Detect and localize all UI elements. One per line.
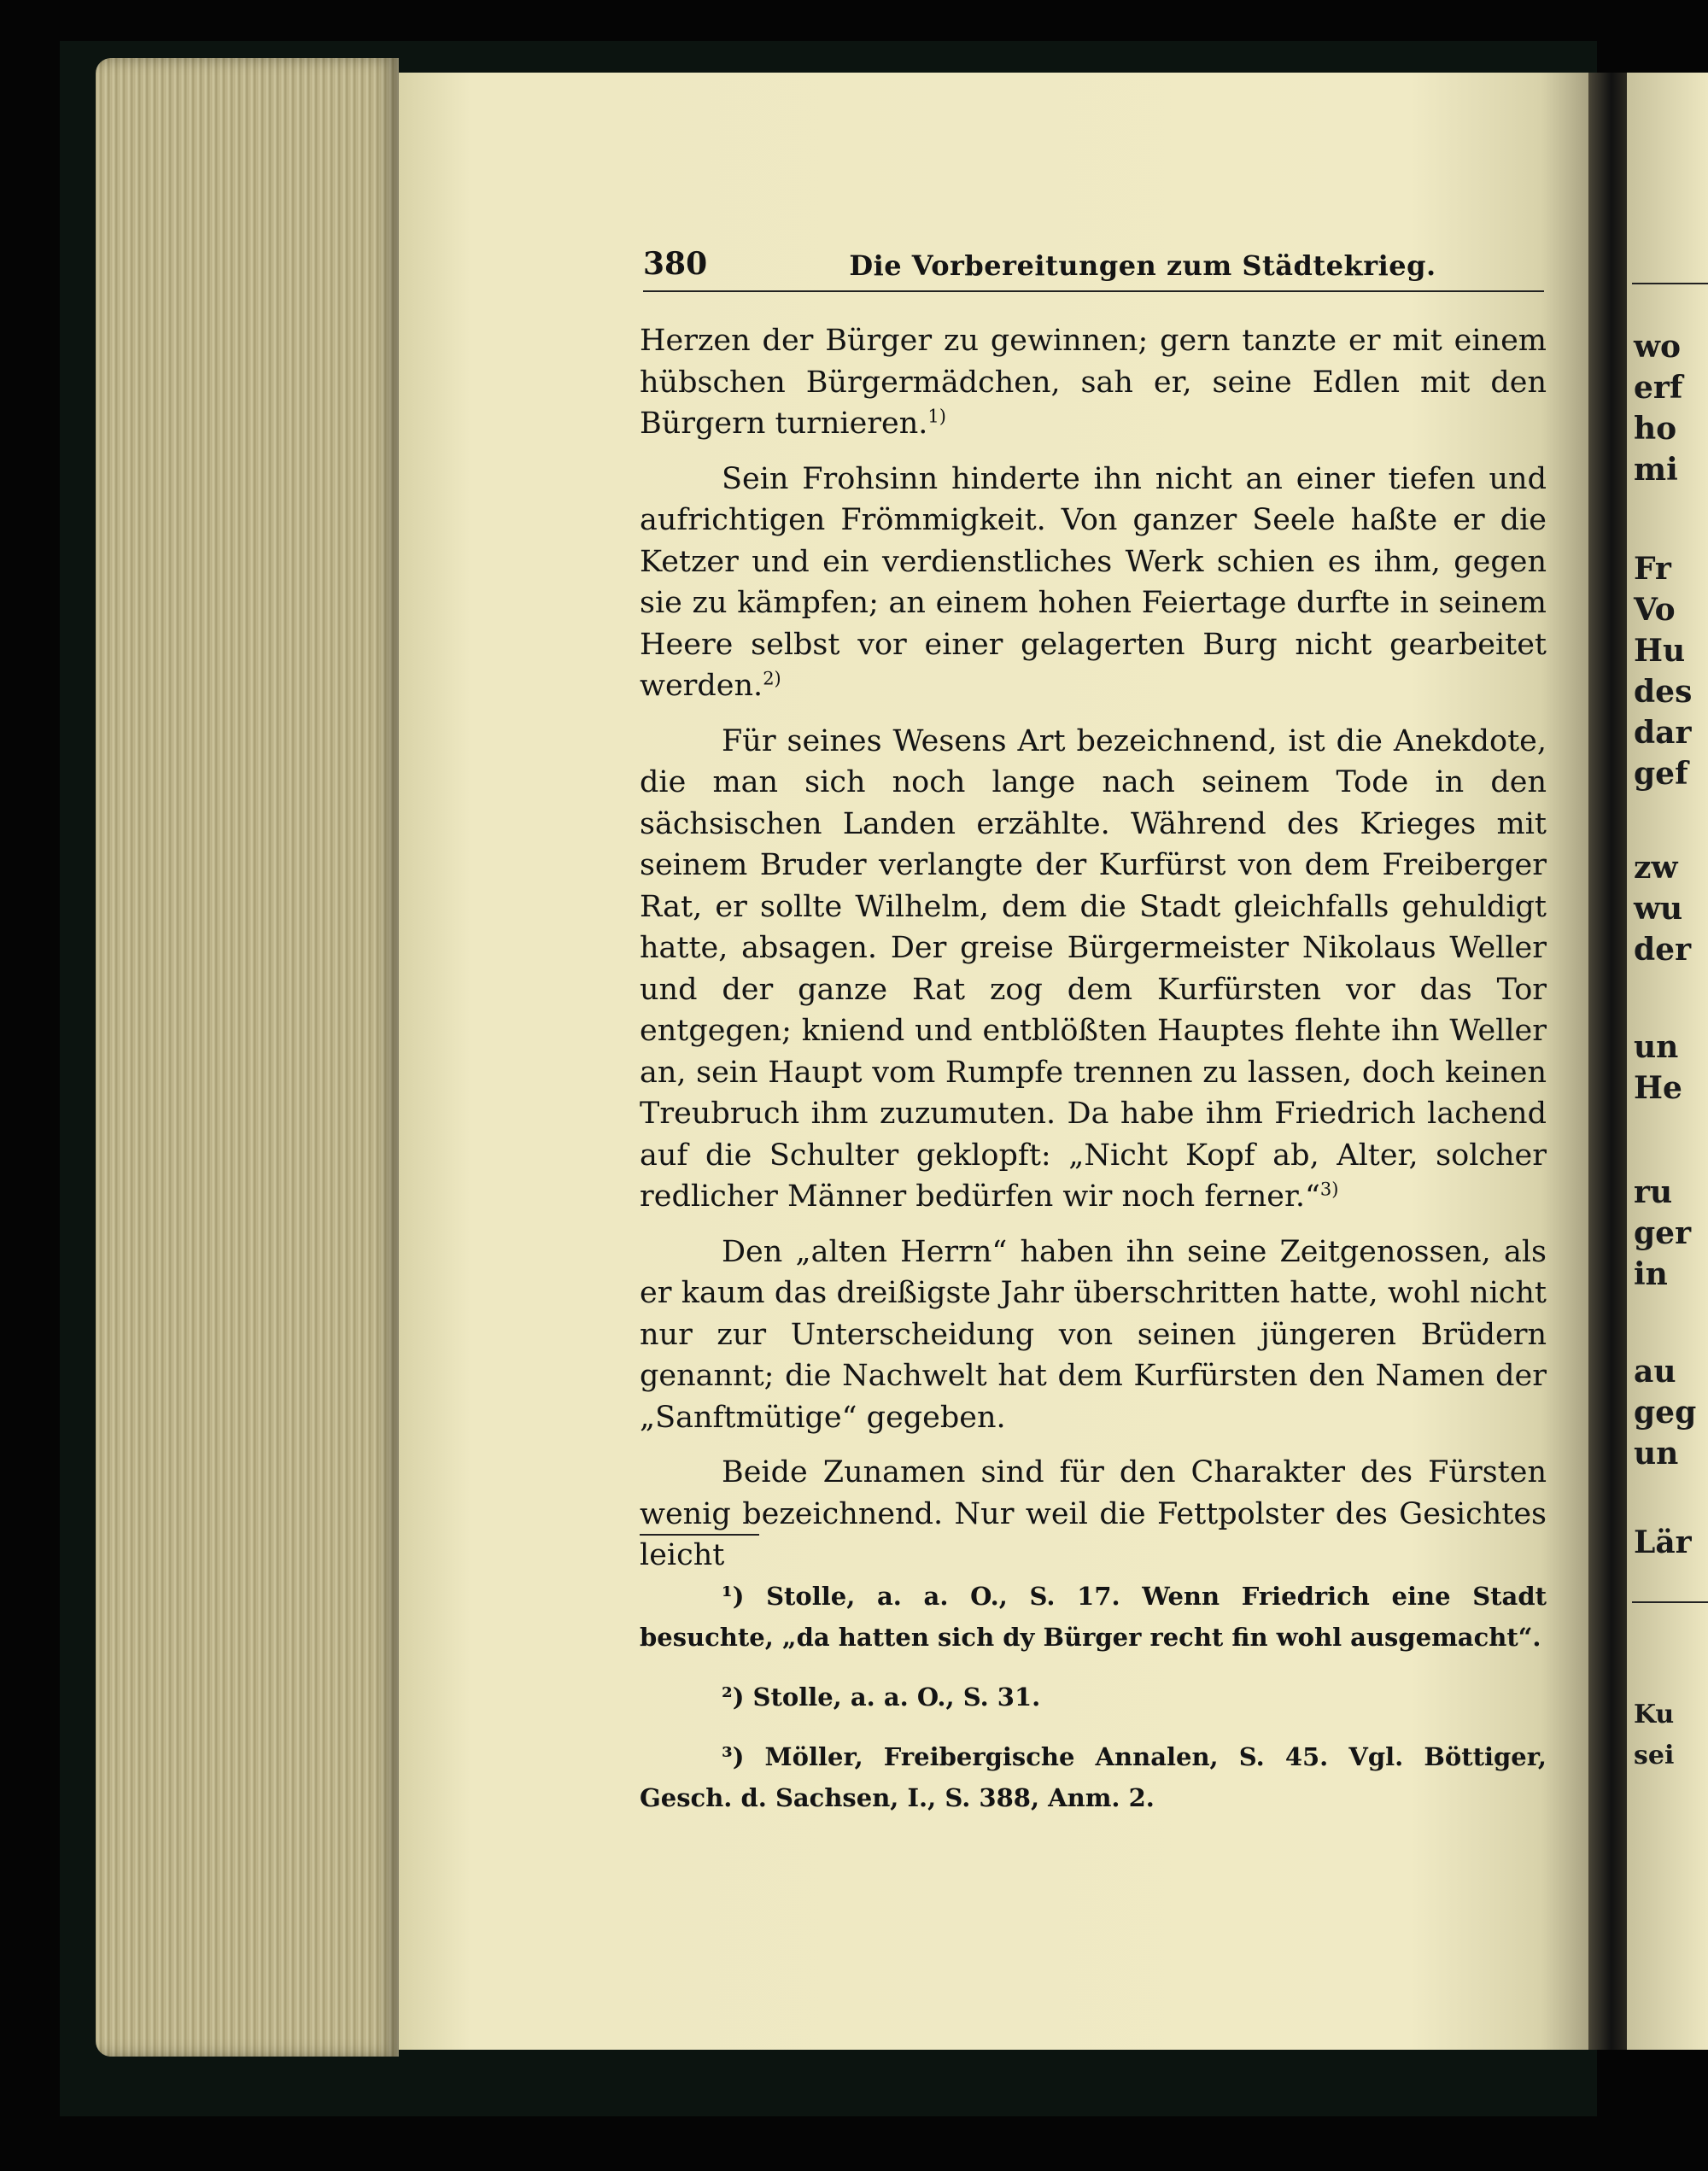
facing-text-fragment: ru [1634,1174,1673,1210]
facing-text-fragment: mi [1634,452,1678,488]
facing-text-fragment: wu [1634,891,1683,927]
facing-text-fragment: Lär [1634,1524,1692,1560]
facing-text-fragment: zw [1634,850,1678,886]
footnote: ¹) Stolle, a. a. O., S. 17. Wenn Friedrich eine Stadt besuchte, „da hatten sich dy Bürger recht fin wohl ausgemacht“. [640,1582,1547,1652]
body-text [640,320,1547,1590]
footnotes [640,1576,1547,1837]
book-gutter [1588,73,1627,2050]
facing-text-fragment: Ku [1634,1700,1675,1729]
running-head: Die Vorbereitungen zum Städtekrieg. [849,249,1436,282]
paragraph: Herzen der Bürger zu gewinnen; gern tanzte er mit einem hübschen Bürgermädchen, sah er, seine Edlen mit den Bürgern turnieren.$^{1)}$ [640,324,1547,441]
page-number: 380 [643,246,708,282]
facing-footnote-rule [1632,1601,1708,1603]
facing-text-fragment: gef [1634,756,1688,792]
facing-text-fragment: in [1634,1256,1668,1292]
facing-text-fragment: dar [1634,715,1692,751]
footnote: ³) Möller, Freibergische Annalen, S. 45. Vgl. Böttiger, Gesch. d. Sachsen, I., S. 388, Anm. 2. [640,1742,1547,1812]
page-edges [96,58,399,2057]
facing-text-fragment: ger [1634,1215,1692,1251]
facing-text-fragment: erf [1634,370,1683,406]
facing-page [1627,73,1708,2050]
facing-text-fragment: des [1634,674,1693,710]
footnote: ²) Stolle, a. a. O., S. 31. [722,1682,1041,1712]
facing-text-fragment: He [1634,1070,1682,1106]
footnote-ref: 3) [1319,1179,1339,1200]
footnote-rule [640,1534,759,1536]
facing-text-fragment: geg [1634,1395,1697,1431]
paragraph: Den „alten Herrn“ haben ihn seine Zeitgenossen, als er kaum das dreißigste Jahr überschritten hatte, wohl nicht nur zur Unterscheidung von seinen jüngeren Brüdern genannt; die Nachwelt hat dem Kurfürsten den Namen der „Sanftmütige“ gegeben. [640,1234,1547,1435]
header-rule [643,290,1544,292]
book-page [399,73,1588,2050]
footnote-ref: 1) [927,406,946,427]
paragraph: Beide Zunamen sind für den Charakter des Fürsten wenig bezeichnend. Nur weil die Fettpolster des Gesichtes leicht [640,1455,1547,1572]
facing-text-fragment: Hu [1634,633,1686,669]
paragraph: Sein Frohsinn hinderte ihn nicht an einer tiefen und aufrichtigen Frömmigkeit. Von ganzer Seele haßte er die Ketzer und ein verdienstliches Werk schien es ihm, gegen sie zu kämpfen; an einem hohen Feiertage durfte in seinem Heere selbst vor einer gelagerten Burg nicht gearbeitet werden.$^{2)}$ [640,461,1547,703]
page-header [643,246,1540,289]
facing-text-fragment: wo [1634,329,1682,365]
facing-header-rule [1632,283,1708,284]
facing-text-fragment: un [1634,1029,1679,1065]
facing-text-fragment: der [1634,932,1692,968]
facing-text-fragment: Vo [1634,592,1676,628]
facing-text-fragment: sei [1634,1741,1675,1770]
paragraph: Für seines Wesens Art bezeichnend, ist die Anekdote, die man sich noch lange nach seinem Tode in den sächsischen Landen erzählte. Während des Krieges mit seinem Bruder verlangte der Kurfürst von dem Freiberger Rat, er sollte Wilhelm, dem die Stadt gleichfalls gehuldigt hatte, absagen. Der greise Bürgermeister Nikolaus Weller und der ganze Rat zog dem Kurfürsten vor das Tor entgegen; kniend und entblößten Hauptes flehte ihn Weller an, sein Haupt vom Rumpfe trennen zu lassen, doch keinen Treubruch ihm zuzumuten. Da habe ihm Friedrich lachend auf die Schulter geklopft: „Nicht Kopf ab, Alter, solcher redlicher Männer bedürfen wir noch ferner.“$^{3)}$ [640,723,1547,1214]
facing-text-fragment: ho [1634,411,1677,447]
facing-text-fragment: un [1634,1436,1679,1472]
facing-text-fragment: au [1634,1354,1676,1390]
footnote-ref: 2) [763,668,781,689]
facing-text-fragment: Fr [1634,551,1671,587]
